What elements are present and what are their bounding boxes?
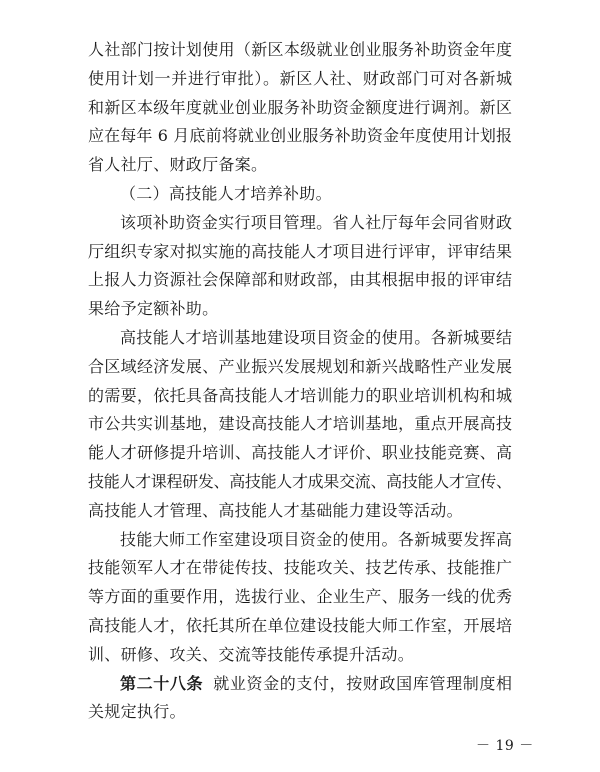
paragraph [88, 526, 512, 670]
text-line: 技能人才课程研发、高技能人才成果交流、高技能人才宣传、 [88, 471, 512, 491]
text-line: 的需要，依托具备高技能人才培训能力的职业培训机构和城 [88, 385, 513, 405]
text-line: 关规定执行。 [88, 702, 186, 722]
text-line: 人社部门按计划使用（新区本级就业创业服务补助资金年度 [88, 40, 513, 59]
text-line: 技能领军人才在带徒传技、技能攻关、技艺传承、技能推广 [88, 558, 513, 578]
section-heading-text: （二）高技能人才培养补助。 [120, 183, 332, 203]
text-line: 省人社厅、财政厅备案。 [88, 155, 268, 175]
paragraph [88, 324, 512, 526]
text-line: 高技能人才，依托其所在单位建设技能大师工作室，开展培 [88, 615, 513, 635]
text-line: 训、研修、攻关、交流等技能传承提升活动。 [88, 644, 415, 664]
text-line: 高技能人才培训基地建设项目资金的使用。各新城要结 [120, 327, 513, 347]
text-line: 上报人力资源社会保障部和财政部，由其根据申报的评审结 [88, 270, 513, 290]
body-text [88, 36, 512, 727]
article-label: 第二十八条 [120, 673, 204, 693]
text-line: 应在每年 6 月底前将就业创业服务补助资金年度使用计划报 [88, 126, 513, 146]
page-number: － 19 － [476, 738, 534, 754]
text-line: 能人才研修提升培训、高技能人才评价、职业技能竞赛、高 [88, 443, 513, 463]
text-line: 技能大师工作室建设项目资金的使用。各新城要发挥高 [120, 529, 513, 549]
text-line: 和新区本级年度就业创业服务补助资金额度进行调剂。新区 [88, 97, 513, 117]
article-text: 就业资金的支付，按财政国库管理制度相 [213, 673, 513, 693]
text-line: 高技能人才管理、高技能人才基础能力建设等活动。 [88, 500, 463, 520]
text-line: 果给予定额补助。 [88, 299, 219, 319]
text-line: 市公共实训基地，建设高技能人才培训基地，重点开展高技 [88, 414, 513, 434]
text-line: 等方面的重要作用，选拔行业、企业生产、服务一线的优秀 [88, 587, 513, 607]
article-paragraph [88, 670, 512, 728]
section-heading [88, 180, 512, 209]
text-line: 厅组织专家对拟实施的高技能人才项目进行评审，评审结果 [88, 241, 513, 261]
text-line: 使用计划一并进行审批）。新区人社、财政部门可对各新城 [88, 68, 513, 88]
paragraph [88, 36, 512, 180]
text-line: 该项补助资金实行项目管理。省人社厅每年会同省财政 [120, 212, 513, 232]
article-line [88, 670, 512, 699]
text-line: 合区域经济发展、产业振兴发展规划和新兴战略性产业发展 [88, 356, 513, 376]
paragraph [88, 209, 512, 324]
